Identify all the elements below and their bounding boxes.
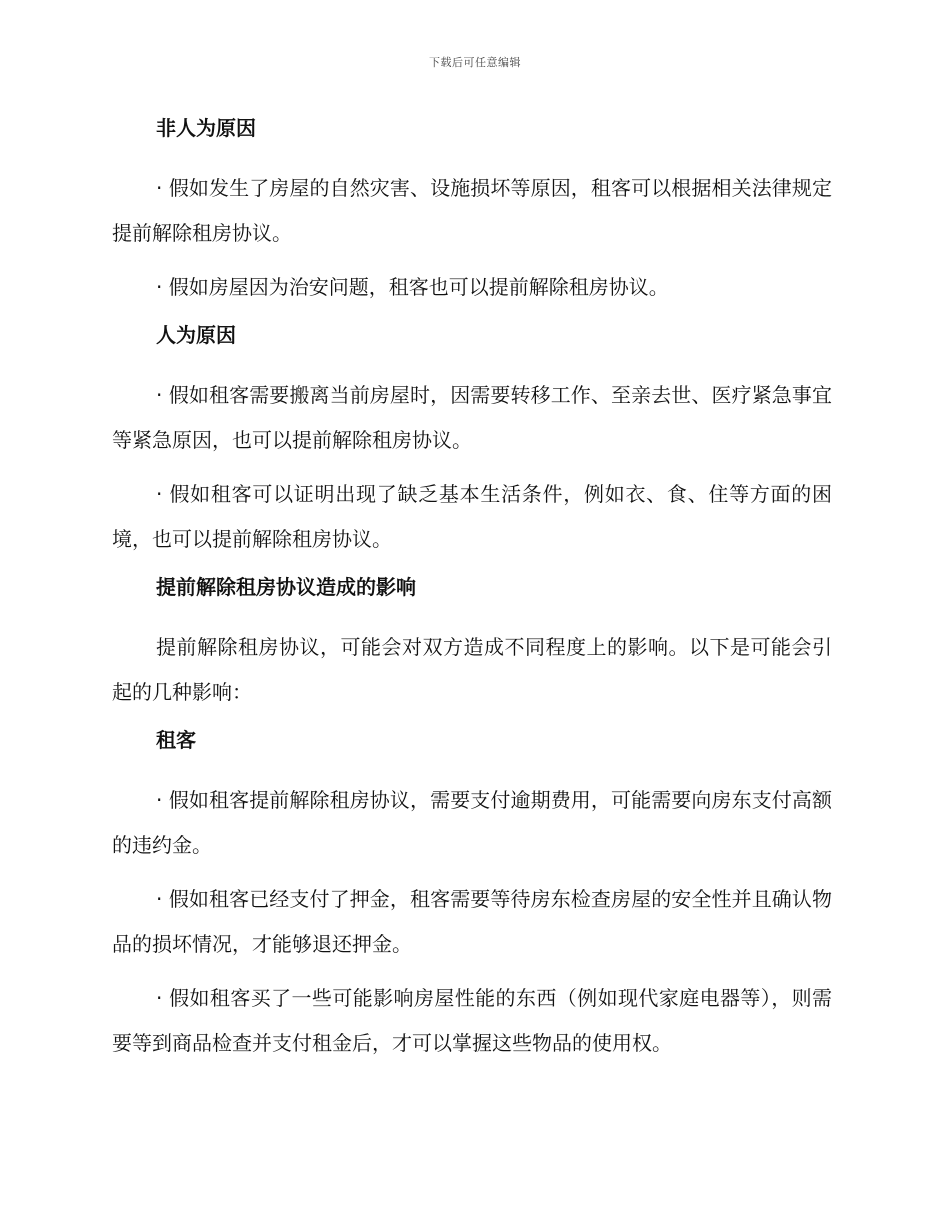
document-body [112,112,832,1075]
section-heading-tenant: 租客 [156,728,196,752]
paragraph: · 假如租客提前解除租房协议，需要支付逾期费用，可能需要向房东支付高额的违约金。 [112,788,832,857]
section-heading-impact: 提前解除租房协议造成的影响 [156,575,416,599]
paragraph: · 假如发生了房屋的自然灾害、设施损坏等原因，租客可以根据相关法律规定提前解除租房协议。 [112,176,832,245]
header-note: 下载后可任意编辑 [429,56,521,69]
paragraph: 提前解除租房协议，可能会对双方造成不同程度上的影响。以下是可能会引起的几种影响： [112,635,832,704]
paragraph: · 假如房屋因为治安问题，租客也可以提前解除租房协议。 [156,275,669,299]
section-heading-human-causes: 人为原因 [156,323,236,347]
paragraph: · 假如租客可以证明出现了缺乏基本生活条件，例如衣、食、住等方面的困境，也可以提前解除租房协议。 [112,482,832,551]
paragraph: · 假如租客买了一些可能影响房屋性能的东西（例如现代家庭电器等），则需要等到商品检查并支付租金后，才可以掌握这些物品的使用权。 [112,986,832,1055]
paragraph: · 假如租客已经支付了押金，租客需要等待房东检查房屋的安全性并且确认物品的损坏情况，才能够退还押金。 [112,887,832,956]
section-heading-non-human-causes: 非人为原因 [156,116,256,140]
paragraph: · 假如租客需要搬离当前房屋时，因需要转移工作、至亲去世、医疗紧急事宜等紧急原因，也可以提前解除租房协议。 [112,383,832,452]
